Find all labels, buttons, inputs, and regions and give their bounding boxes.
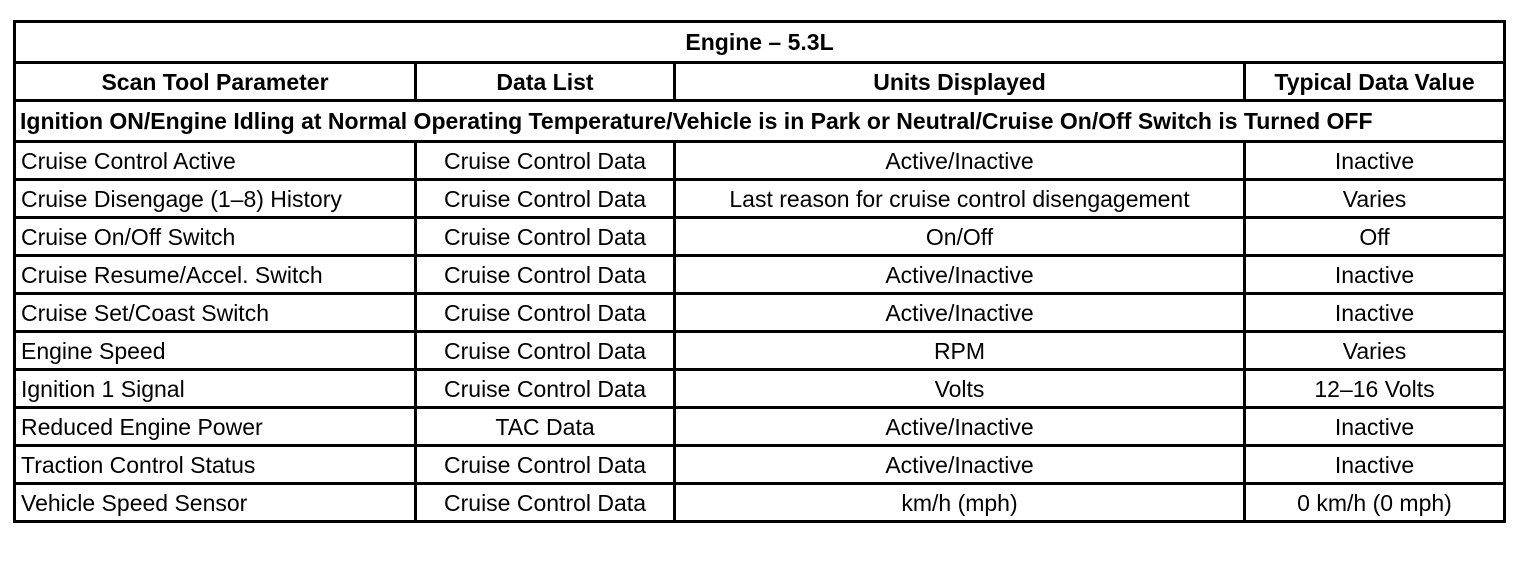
cell-typical-value: Inactive [1245, 408, 1505, 446]
cell-typical-value: Inactive [1245, 256, 1505, 294]
cell-units: RPM [675, 332, 1245, 370]
table-header-row [15, 63, 1505, 101]
cell-units: On/Off [675, 218, 1245, 256]
cell-typical-value: Inactive [1245, 294, 1505, 332]
table-row [15, 484, 1505, 522]
table-row [15, 142, 1505, 180]
table-row [15, 294, 1505, 332]
cell-parameter: Reduced Engine Power [15, 408, 416, 446]
cell-parameter: Cruise Disengage (1–8) History [15, 180, 416, 218]
test-condition-row [15, 101, 1505, 142]
cell-data-list: Cruise Control Data [416, 294, 675, 332]
column-header-data-list: Data List [416, 63, 675, 101]
data-table-container [13, 20, 1503, 523]
cell-typical-value: Off [1245, 218, 1505, 256]
cell-typical-value: 0 km/h (0 mph) [1245, 484, 1505, 522]
cell-data-list: Cruise Control Data [416, 484, 675, 522]
cell-units: Active/Inactive [675, 408, 1245, 446]
cell-typical-value: Inactive [1245, 446, 1505, 484]
scan-tool-data-table [13, 20, 1506, 523]
table-row [15, 218, 1505, 256]
cell-data-list: Cruise Control Data [416, 332, 675, 370]
cell-parameter: Ignition 1 Signal [15, 370, 416, 408]
cell-units: km/h (mph) [675, 484, 1245, 522]
cell-parameter: Engine Speed [15, 332, 416, 370]
table-row [15, 332, 1505, 370]
table-row [15, 370, 1505, 408]
cell-data-list: TAC Data [416, 408, 675, 446]
cell-parameter: Vehicle Speed Sensor [15, 484, 416, 522]
cell-data-list: Cruise Control Data [416, 142, 675, 180]
cell-typical-value: Varies [1245, 332, 1505, 370]
cell-units: Last reason for cruise control disengagement [675, 180, 1245, 218]
cell-parameter: Cruise On/Off Switch [15, 218, 416, 256]
cell-typical-value: Inactive [1245, 142, 1505, 180]
table-title-row [15, 22, 1505, 63]
table-title: Engine – 5.3L [15, 22, 1505, 63]
column-header-typical-data-value: Typical Data Value [1245, 63, 1505, 101]
cell-units: Active/Inactive [675, 294, 1245, 332]
cell-data-list: Cruise Control Data [416, 180, 675, 218]
cell-units: Active/Inactive [675, 446, 1245, 484]
cell-units: Volts [675, 370, 1245, 408]
cell-typical-value: 12–16 Volts [1245, 370, 1505, 408]
cell-data-list: Cruise Control Data [416, 256, 675, 294]
cell-typical-value: Varies [1245, 180, 1505, 218]
cell-data-list: Cruise Control Data [416, 446, 675, 484]
cell-data-list: Cruise Control Data [416, 218, 675, 256]
table-row [15, 256, 1505, 294]
column-header-units-displayed: Units Displayed [675, 63, 1245, 101]
table-row [15, 408, 1505, 446]
cell-data-list: Cruise Control Data [416, 370, 675, 408]
cell-parameter: Traction Control Status [15, 446, 416, 484]
cell-units: Active/Inactive [675, 256, 1245, 294]
column-header-scan-tool-parameter: Scan Tool Parameter [15, 63, 416, 101]
cell-parameter: Cruise Control Active [15, 142, 416, 180]
test-condition: Ignition ON/Engine Idling at Normal Operating Temperature/Vehicle is in Park or Neutral/Cruise On/Off Switch is Turned OFF [15, 101, 1505, 142]
cell-parameter: Cruise Set/Coast Switch [15, 294, 416, 332]
cell-units: Active/Inactive [675, 142, 1245, 180]
table-row [15, 446, 1505, 484]
table-row [15, 180, 1505, 218]
cell-parameter: Cruise Resume/Accel. Switch [15, 256, 416, 294]
